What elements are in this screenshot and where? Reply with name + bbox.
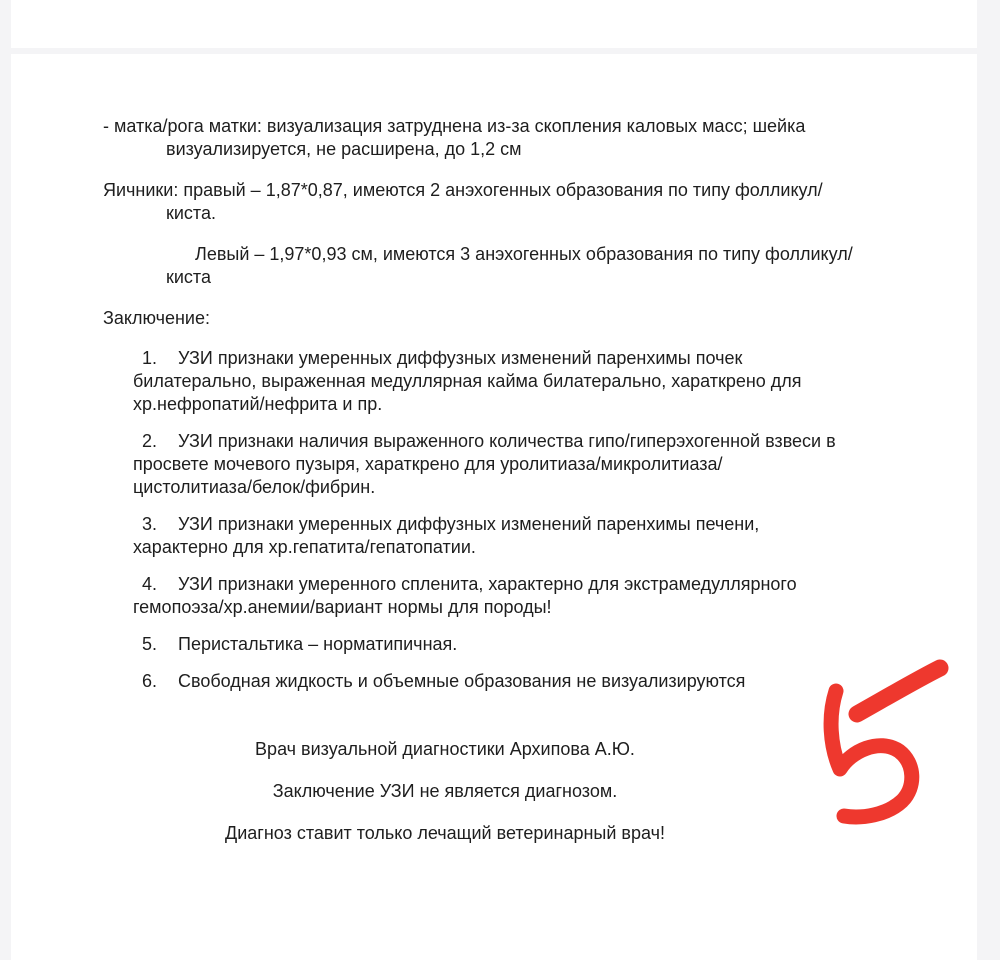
conclusion-item-2 [103, 430, 937, 499]
conclusion-item-6 [103, 670, 937, 693]
ovary-left-line: Левый – 1,97*0,93 см, имеются 3 анэхогенных образования по типу фолликул/ [195, 244, 853, 264]
previous-page-edge [11, 0, 977, 48]
item-line [103, 670, 937, 693]
item-number: 1. [142, 348, 158, 368]
item-line [103, 430, 937, 453]
item-text: УЗИ признаки умеренных диффузных изменений паренхимы почек [178, 348, 743, 368]
item-line: хр.нефропатий/нефрита и пр. [133, 394, 383, 414]
item-text: Перистальтика – норматипичная. [178, 634, 458, 654]
item-text: УЗИ признаки умеренных диффузных изменений паренхимы печени, [178, 514, 760, 534]
ovary-right-line: киста. [166, 203, 216, 223]
item-line: гемопоэза/хр.анемии/вариант нормы для породы! [133, 597, 552, 617]
ovary-left-line: киста [166, 267, 211, 287]
conclusion-item-5 [103, 633, 937, 656]
item-line [103, 347, 937, 370]
item-line: просвете мочевого пузыря, хараткрено для уролитиаза/микролитиаза/ [133, 454, 723, 474]
doctor-signature: Врач визуальной диагностики Архипова А.Ю. [255, 739, 635, 759]
item-text: Свободная жидкость и объемные образования не визуализируются [178, 671, 746, 691]
item-text: УЗИ признаки наличия выраженного количества гипо/гиперэхогенной взвеси в [178, 431, 836, 451]
uterus-line: - матка/рога матки: визуализация затруднена из-за скопления каловых масс; шейка [103, 116, 806, 136]
item-number: 6. [142, 671, 158, 691]
conclusion-item-4 [103, 573, 937, 619]
ovary-right-paragraph [103, 179, 937, 225]
report-content [11, 54, 977, 845]
conclusion-item-1 [103, 347, 937, 416]
item-number: 4. [142, 574, 158, 594]
disclaimer-line: Заключение УЗИ не является диагнозом. [272, 781, 618, 801]
uterus-line: визуализируется, не расширена, до 1,2 см [166, 139, 522, 159]
item-number: 3. [142, 514, 158, 534]
item-line: цистолитиаза/белок/фибрин. [133, 477, 376, 497]
ovary-right-line: Яичники: правый – 1,87*0,87, имеются 2 анэхогенных образования по типу фолликул/ [103, 180, 823, 200]
item-line [103, 633, 937, 656]
report-page [11, 54, 977, 960]
item-line: билатерально, выраженная медуллярная кайма билатерально, хараткрено для [133, 371, 802, 391]
ovary-left-paragraph [103, 243, 937, 289]
item-line [103, 573, 937, 596]
signature-block [103, 738, 787, 845]
item-line: характерно для хр.гепатита/гепатопатии. [133, 537, 476, 557]
conclusion-item-3 [103, 513, 937, 559]
conclusion-heading: Заключение: [103, 308, 210, 328]
uterus-paragraph [103, 115, 937, 161]
item-line [103, 513, 937, 536]
disclaimer-line: Диагноз ставит только лечащий ветеринарный врач! [225, 823, 665, 843]
item-number: 5. [142, 634, 158, 654]
item-text: УЗИ признаки умеренного спленита, характерно для экстрамедуллярного [178, 574, 797, 594]
item-number: 2. [142, 431, 158, 451]
